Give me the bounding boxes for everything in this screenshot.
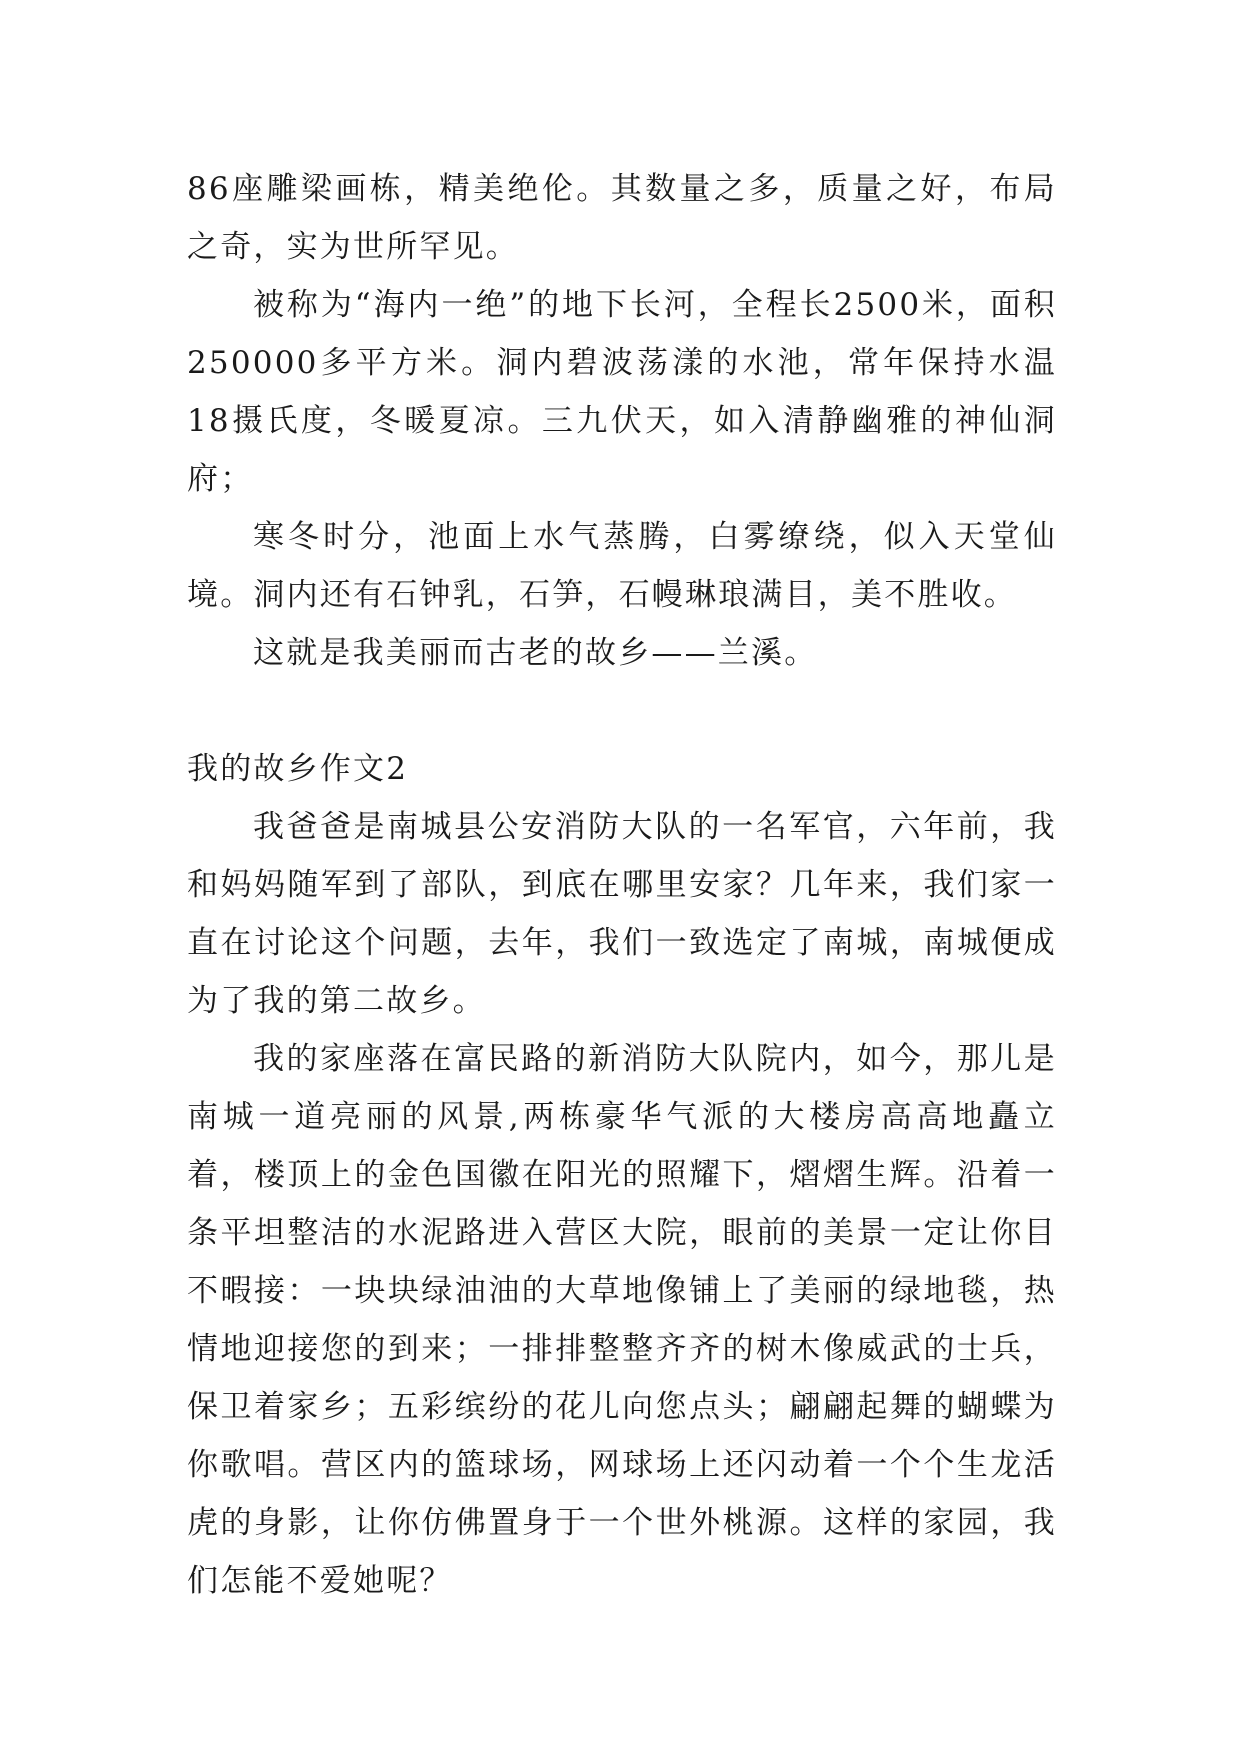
paragraph-underground-river: 被称为“海内一绝”的地下长河，全程长2500米，面积250000多平方米。洞内碧波荡漾的水池，常年保持水温18摄氏度，冬暖夏凉。三九伏天，如入清静幽雅的神仙洞府；	[187, 287, 1057, 497]
paragraph-home-description: 我的家座落在富民路的新消防大队院内，如今，那儿是南城一道亮丽的风景,两栋豪华气派的大楼房高高地矗立着，楼顶上的金色国徽在阳光的照耀下，熠熠生辉。沿着一条平坦整洁的水泥路进入营区大院，眼前的美景一定让你目不暇接：一块块绿油油的大草地像铺上了美丽的绿地毯，热情地迎接您的到来；一排排整整齐齐的树木像威武的士兵，保卫着家乡；五彩缤纷的花儿向您点头；翩翩起舞的蝴蝶为你歌唱。营区内的篮球场，网球场上还闪动着一个个生龙活虎的身影，让你仿佛置身于一个世外桃源。这样的家园，我们怎能不爱她呢？	[187, 1041, 1057, 1599]
paragraph-continued: 86座雕梁画栋，精美绝伦。其数量之多，质量之好，布局之奇，实为世所罕见。	[187, 171, 1057, 265]
paragraph-second-hometown: 我爸爸是南城县公安消防大队的一名军官，六年前，我和妈妈随军到了部队，到底在哪里安家？几年来，我们家一直在讨论这个问题，去年，我们一致选定了南城，南城便成为了我的第二故乡。	[187, 809, 1057, 1019]
paragraph-hometown-lanxi: 这就是我美丽而古老的故乡——兰溪。	[253, 635, 818, 671]
paragraph-winter-scene: 寒冬时分，池面上水气蒸腾，白雾缭绕，似入天堂仙境。洞内还有石钟乳，石笋，石幔琳琅满目，美不胜收。	[187, 519, 1057, 613]
document-body	[187, 160, 1057, 1610]
section-heading: 我的故乡作文2	[187, 751, 409, 787]
